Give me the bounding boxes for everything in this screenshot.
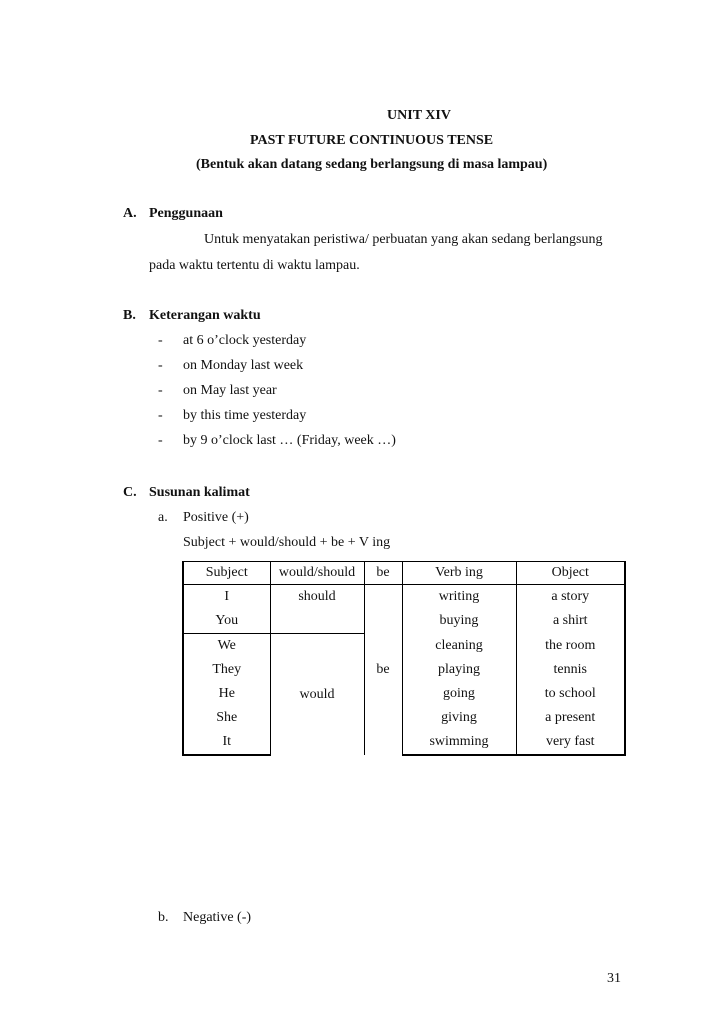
verb-cell: swimming bbox=[402, 730, 516, 755]
header-modal: would/should bbox=[270, 562, 364, 585]
page-subtitle: (Bentuk akan datang sedang berlangsung di masa lampau) bbox=[196, 157, 548, 172]
object-cell: a present bbox=[516, 706, 625, 730]
table-row bbox=[183, 682, 625, 706]
time-item: - on Monday last week bbox=[158, 358, 304, 373]
verb-cell: playing bbox=[402, 658, 516, 682]
page-number: 31 bbox=[607, 971, 621, 986]
subject-cell: She bbox=[183, 706, 270, 730]
table-row bbox=[183, 730, 625, 755]
be-cell: be bbox=[364, 585, 402, 756]
subject-cell: It bbox=[183, 730, 270, 755]
object-cell: a story bbox=[516, 585, 625, 610]
positive-table bbox=[182, 561, 626, 756]
modal-should-cell: should bbox=[270, 585, 364, 634]
table-row bbox=[183, 634, 625, 659]
positive-formula: Subject + would/should + be + V ing bbox=[183, 535, 391, 550]
header-be: be bbox=[364, 562, 402, 585]
header-object: Object bbox=[516, 562, 625, 585]
section-c-heading bbox=[123, 485, 250, 501]
section-b-heading bbox=[123, 308, 261, 324]
table-header-row bbox=[183, 562, 625, 585]
subject-cell: I bbox=[183, 585, 270, 610]
time-item: - on May last year bbox=[158, 383, 277, 398]
subject-cell: They bbox=[183, 658, 270, 682]
verb-cell: going bbox=[402, 682, 516, 706]
table-row bbox=[183, 706, 625, 730]
table-row bbox=[183, 658, 625, 682]
section-b-title: Keterangan waktu bbox=[149, 308, 261, 323]
time-item: - by 9 o’clock last … (Friday, week …) bbox=[158, 433, 396, 448]
object-cell: the room bbox=[516, 634, 625, 659]
section-a-letter: A. bbox=[123, 206, 137, 221]
verb-cell: giving bbox=[402, 706, 516, 730]
header-subject: Subject bbox=[183, 562, 270, 585]
section-c-title: Susunan kalimat bbox=[149, 485, 250, 500]
time-item: - at 6 o’clock yesterday bbox=[158, 333, 307, 348]
modal-would-cell: would bbox=[270, 634, 364, 756]
header-verb: Verb ing bbox=[402, 562, 516, 585]
section-c-letter: C. bbox=[123, 485, 137, 500]
page-title: PAST FUTURE CONTINUOUS TENSE bbox=[250, 133, 494, 148]
object-cell: very fast bbox=[516, 730, 625, 755]
negative-label: b. Negative (-) bbox=[158, 910, 252, 925]
section-a-heading bbox=[123, 206, 223, 222]
unit-title: UNIT XIV bbox=[387, 108, 451, 123]
subject-cell: We bbox=[183, 634, 270, 659]
object-cell: to school bbox=[516, 682, 625, 706]
verb-cell: buying bbox=[402, 609, 516, 634]
object-cell: a shirt bbox=[516, 609, 625, 634]
positive-label: a. Positive (+) bbox=[158, 510, 249, 525]
subject-cell: He bbox=[183, 682, 270, 706]
object-cell: tennis bbox=[516, 658, 625, 682]
time-item: - by this time yesterday bbox=[158, 408, 307, 423]
section-a-title: Penggunaan bbox=[149, 206, 223, 221]
section-a-line2: pada waktu tertentu di waktu lampau. bbox=[149, 258, 360, 273]
verb-cell: cleaning bbox=[402, 634, 516, 659]
section-a-line1: Untuk menyatakan peristiwa/ perbuatan yang akan sedang berlangsung bbox=[204, 232, 603, 247]
verb-cell: writing bbox=[402, 585, 516, 610]
subject-cell: You bbox=[183, 609, 270, 634]
table-row bbox=[183, 609, 625, 634]
table-row bbox=[183, 585, 625, 610]
section-b-letter: B. bbox=[123, 308, 136, 323]
